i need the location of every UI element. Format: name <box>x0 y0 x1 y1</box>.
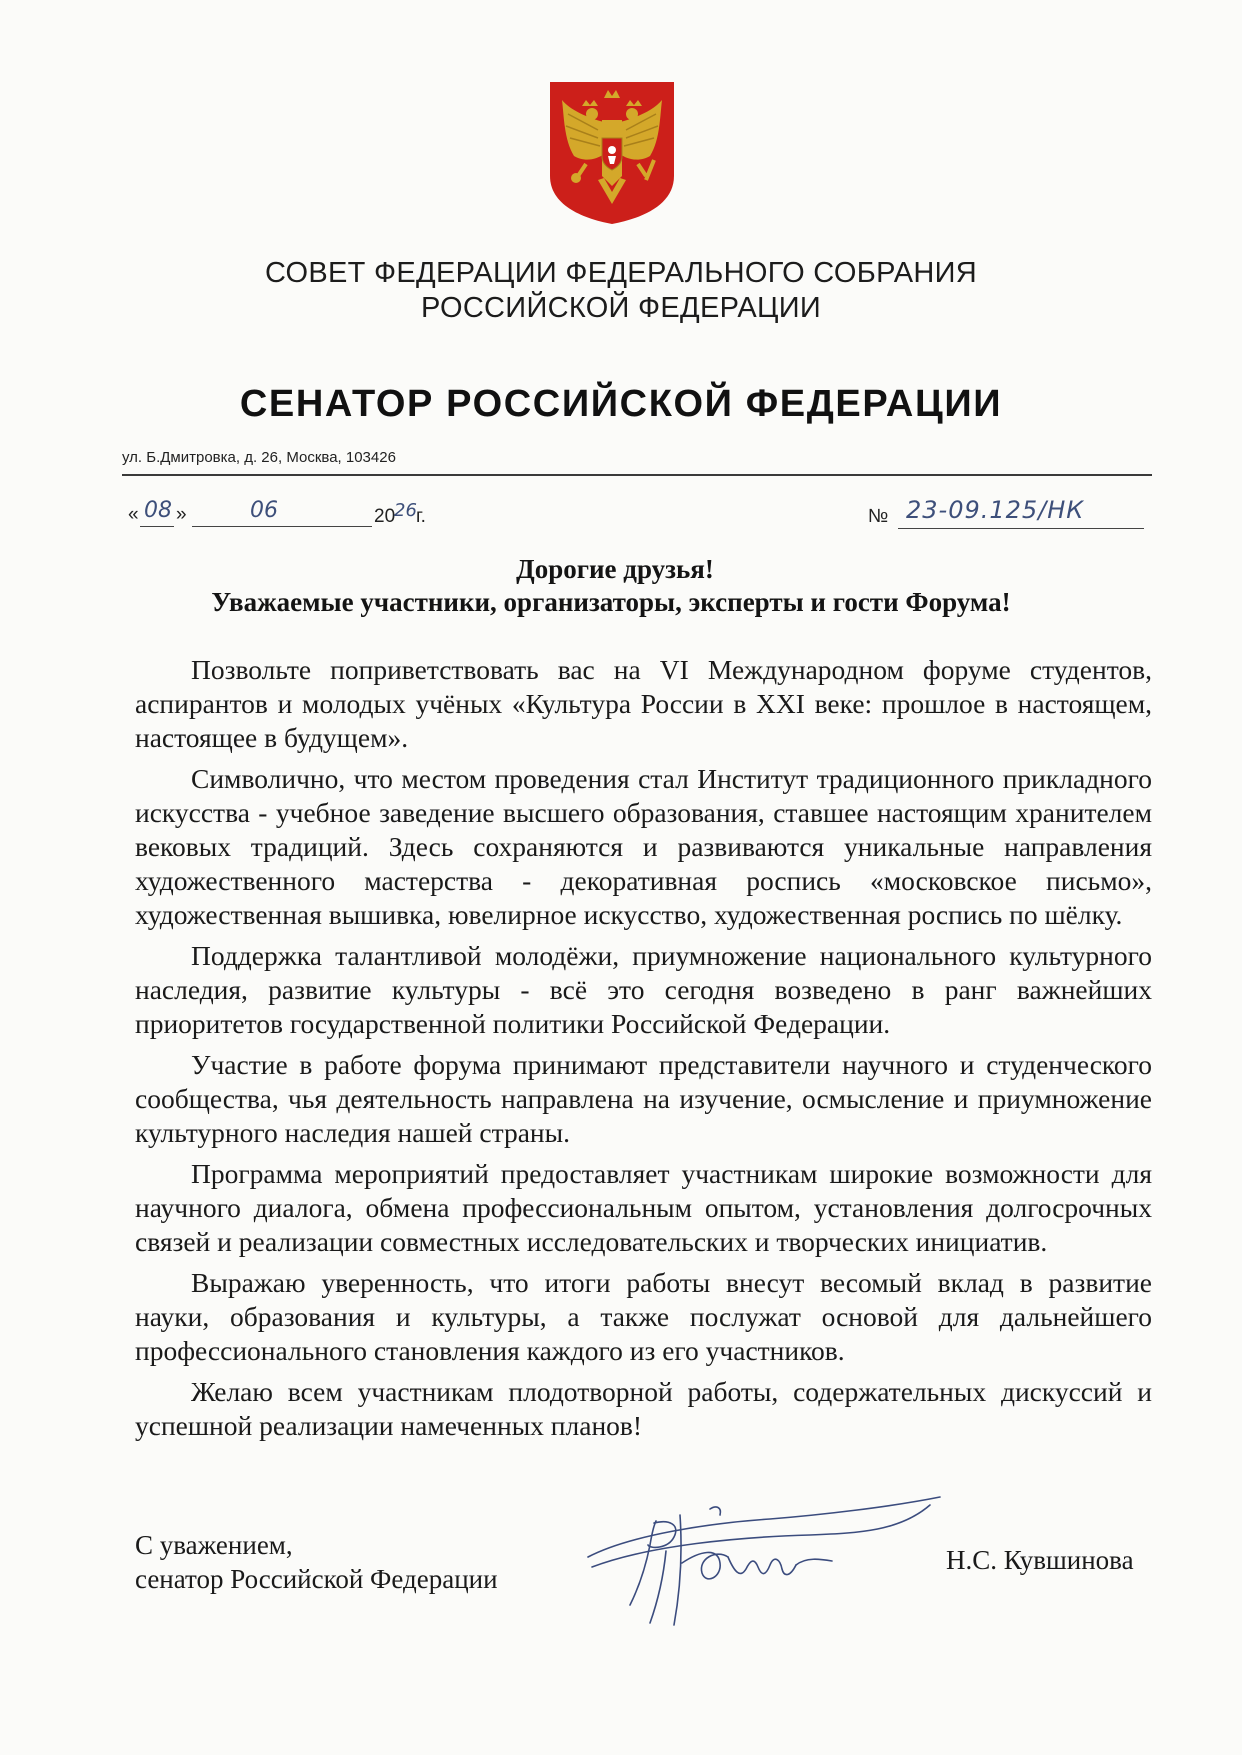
letterhead-address: ул. Б.Дмитровка, д. 26, Москва, 103426 <box>122 449 396 466</box>
greeting-line1: Дорогие друзья! <box>516 554 714 584</box>
header-divider <box>122 474 1152 476</box>
russian-coat-of-arms-icon <box>548 80 676 226</box>
number-label: № <box>868 506 889 527</box>
letter-body <box>135 653 1152 1450</box>
date-year-suffix: г. <box>416 506 426 527</box>
registration-number <box>868 498 1158 532</box>
date-day-line <box>140 526 174 527</box>
date-month-line <box>192 526 372 527</box>
handwritten-signature <box>570 1485 950 1635</box>
body-paragraph: Желаю всем участникам плодотворной работы, содержательных дискуссий и успешной реализации намеченных планов! <box>135 1376 1152 1441</box>
date-day: 08 <box>144 498 172 523</box>
closing-regards: С уважением, <box>135 1530 293 1560</box>
number-value: 23-09.125/НК <box>906 496 1085 524</box>
body-paragraph: Позвольте поприветствовать вас на VI Международном форуме студентов, аспирантов и молодых учёных «Культура России в XXI веке: прошлое в настоящем, настоящее в будущем». <box>135 654 1152 753</box>
date-year-prefix: 20 <box>374 506 396 527</box>
body-paragraph: Участие в работе форума принимают представители научного и студенческого сообщества, чья деятельность направлена на изучение, осмысление и приумножение культурного наследия нашей страны. <box>135 1049 1152 1148</box>
date-month: 06 <box>250 498 278 523</box>
organization-name-line2: РОССИЙСКОЙ ФЕДЕРАЦИИ <box>420 292 822 324</box>
letter-date <box>128 498 428 532</box>
date-open-quote: « <box>128 504 139 525</box>
body-paragraph: Символично, что местом проведения стал Институт традиционного прикладного искусства - учебное заведение высшего образования, ставшее настоящим хранителем вековых традиций. Здесь сохраняются и развиваются уникальные направления художественного мастерства - декоративная роспись «московское письмо», художественная вышивка, ювелирное искусство, художественная роспись по шёлку. <box>135 763 1152 930</box>
signatory-name: Н.С. Кувшинова <box>946 1545 1134 1575</box>
date-close-quote: » <box>176 504 187 525</box>
body-paragraph: Выражаю уверенность, что итоги работы внесут весомый вклад в развитие науки, образования и культуры, а также послужат основой для дальнейшего профессионального становления каждого из его участников. <box>135 1267 1152 1366</box>
greeting-line2: Уважаемые участники, организаторы, эксперты и гости Форума! <box>211 587 1011 617</box>
number-line <box>898 528 1144 529</box>
closing-position: сенатор Российской Федерации <box>135 1564 498 1594</box>
letterhead-title: СЕНАТОР РОССИЙСКОЙ ФЕДЕРАЦИИ <box>239 383 1003 425</box>
body-paragraph: Поддержка талантливой молодёжи, приумножение национального культурного наследия, развитие культуры - всё это сегодня возведено в ранг важнейших приоритетов государственной политики Российской Федерации. <box>135 940 1152 1039</box>
body-paragraph: Программа мероприятий предоставляет участникам широкие возможности для научного диалога, обмена профессиональным опытом, установления долгосрочных связей и реализации совместных исследовательских и творческих инициатив. <box>135 1158 1152 1257</box>
closing-block <box>135 1528 498 1596</box>
date-year: 26 <box>394 500 417 521</box>
organization-name-line1: СОВЕТ ФЕДЕРАЦИИ ФЕДЕРАЛЬНОГО СОБРАНИЯ <box>264 257 978 289</box>
